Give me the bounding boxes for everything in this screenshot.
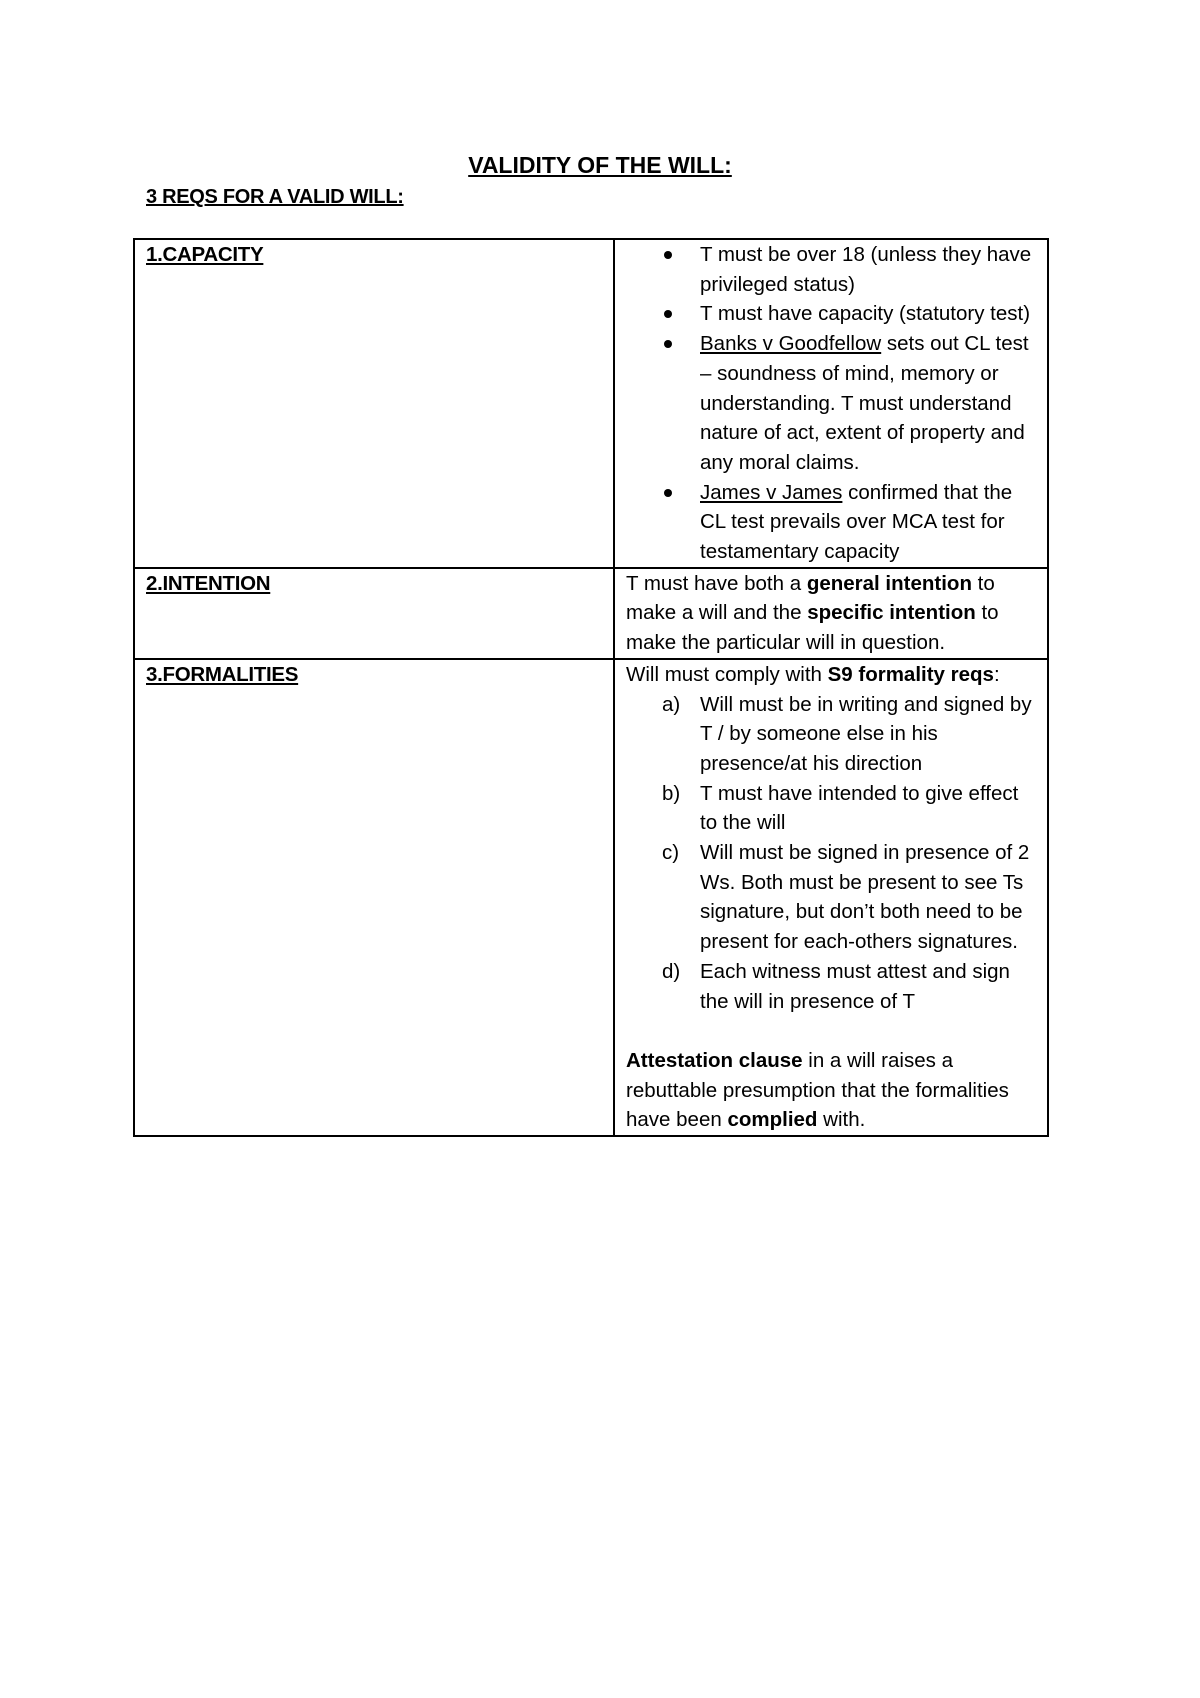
list-item [700, 240, 1038, 299]
list-marker: d) [662, 959, 681, 983]
attestation-paragraph [626, 1046, 1038, 1135]
list-item [700, 329, 1038, 478]
capacity-point-mca: confirmed that the CL test prevails over MCA test for testamentary capacity [700, 480, 1013, 564]
case-name-james: James v James [700, 480, 843, 504]
case-name-banks: Banks v Goodfellow [700, 332, 882, 356]
formality-writing: Will must be in writing and signed by T / by someone else in his presence/at his direction [700, 692, 1032, 775]
list-item [700, 299, 1038, 329]
bullet-icon [664, 489, 672, 497]
formality-witnesses: Will must be signed in presence of 2 Ws. Both must be present to see Ts signature, but don’t both need to be present for each-others signatures. [700, 841, 1030, 954]
list-item [662, 779, 1038, 838]
capacity-label-cell [134, 239, 614, 568]
bullet-icon [664, 251, 672, 259]
bullet-icon [664, 310, 672, 318]
complied-term: complied [727, 1108, 818, 1132]
bullet-icon [664, 340, 672, 348]
formalities-label-cell [134, 659, 614, 1136]
formalities-list [626, 690, 1038, 1017]
formality-intent: T must have intended to give effect to the will [700, 781, 1019, 835]
blank-line [626, 1016, 1038, 1046]
capacity-point-cl-test: sets out CL test – soundness of mind, memory or understanding. T must understand nature of act, extent of property and any moral claims. [700, 332, 1029, 474]
section-subtitle: 3 REQS FOR A VALID WILL: [146, 186, 404, 208]
capacity-bullet-list [626, 240, 1038, 567]
list-item [662, 957, 1038, 1016]
table-row-capacity [134, 239, 1048, 568]
list-marker: c) [662, 841, 680, 865]
intention-label: 2.INTENTION [146, 571, 271, 595]
intention-text: to make a will and the [626, 571, 995, 625]
formalities-content-cell [614, 659, 1048, 1136]
attestation-term: Attestation clause [626, 1048, 803, 1072]
table-row-formalities [134, 659, 1048, 1136]
capacity-label: 1.CAPACITY [146, 243, 264, 266]
intention-text: T must have both a [626, 571, 807, 595]
formalities-intro-colon: : [993, 662, 1000, 686]
list-marker: a) [662, 692, 681, 716]
capacity-point-statutory: T must have capacity (statutory test) [700, 302, 1031, 326]
formality-attest: Each witness must attest and sign the will in presence of T [700, 959, 1010, 1013]
attestation-text: in a will raises a rebuttable presumption that the formalities have been [626, 1048, 1009, 1132]
intention-text: to make the particular will in question. [626, 601, 999, 655]
list-item [662, 838, 1038, 957]
intention-general-term: general intention [806, 571, 972, 595]
intention-content-cell [614, 568, 1048, 659]
list-item [662, 690, 1038, 779]
intention-label-cell [134, 568, 614, 659]
list-item [700, 478, 1038, 567]
capacity-point-age: T must be over 18 (unless they have privileged status) [700, 243, 1032, 296]
page-title: VALIDITY OF THE WILL: [468, 152, 732, 178]
formalities-label: 3.FORMALITIES [146, 662, 299, 686]
intention-specific-term: specific intention [807, 601, 976, 625]
list-marker: b) [662, 781, 681, 805]
requirements-table [133, 238, 1049, 1137]
formalities-intro [626, 660, 1038, 690]
formalities-intro-text: Will must comply with [626, 662, 828, 686]
table-row-intention [134, 568, 1048, 659]
capacity-content-cell [614, 239, 1048, 568]
s9-term: S9 formality reqs [827, 662, 994, 686]
attestation-end: with. [817, 1108, 866, 1132]
